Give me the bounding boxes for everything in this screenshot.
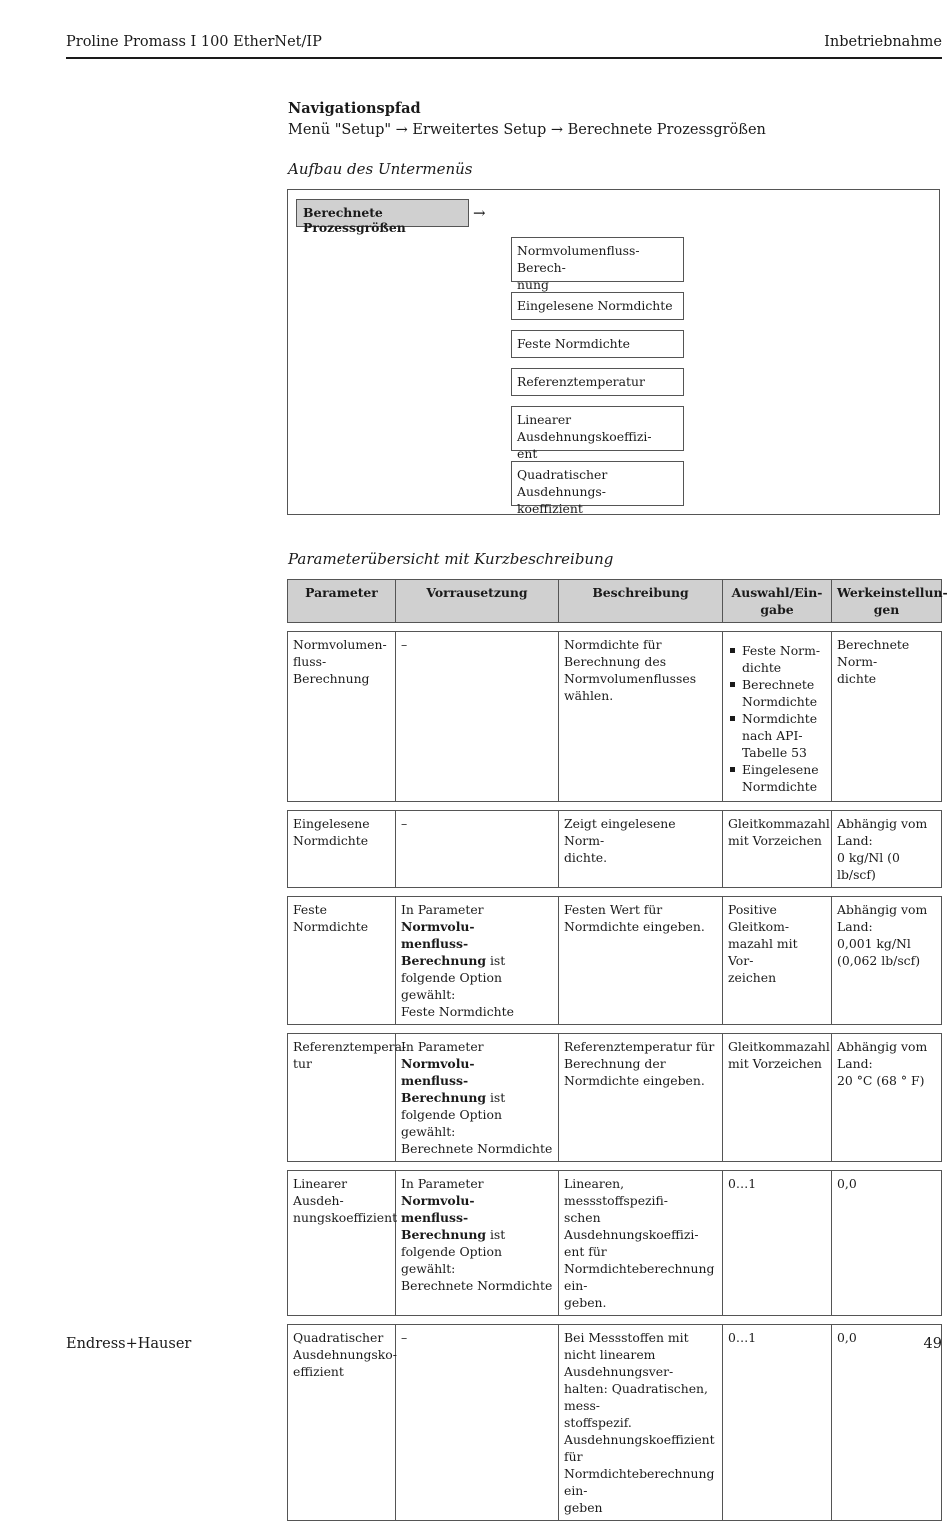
option-item: Berechnete Normdichte xyxy=(728,676,826,710)
option-list xyxy=(728,642,826,795)
table-row xyxy=(287,631,942,802)
column-header: Parameter xyxy=(287,579,396,623)
submenu-root-box: Berechnete Prozessgrößen xyxy=(296,199,469,227)
condition-parameter: Normvolu- menfluss-Berechnung xyxy=(401,1056,487,1105)
option-item: Eingelesene Normdichte xyxy=(728,761,826,795)
condition-prefix: In Parameter xyxy=(401,902,484,917)
condition-parameter: Normvolu- menfluss-Berechnung xyxy=(401,1193,487,1242)
cell-default: Berechnete Norm- dichte xyxy=(832,631,942,802)
submenu-item: Eingelesene Normdichte xyxy=(511,292,684,320)
condition-suffix: ist folgende Option gewählt: xyxy=(401,953,506,1002)
table-row xyxy=(287,1324,942,1521)
cell-input: 0…1 xyxy=(723,1170,832,1316)
table-row xyxy=(287,810,942,888)
condition-option: Berechnete Normdichte xyxy=(401,1141,553,1156)
header-rule xyxy=(66,57,942,59)
cell-parameter: Eingelesene Normdichte xyxy=(287,810,396,888)
cell-input: Gleitkommazahl mit Vorzeichen xyxy=(723,1033,832,1162)
table-header-row xyxy=(287,579,942,623)
cell-input: Positive Gleitkom- mazahl mit Vor- zeichen xyxy=(723,896,832,1025)
column-header: Vorrausetzung xyxy=(396,579,559,623)
running-header-section: Inbetriebnahme xyxy=(824,34,942,50)
cell-condition xyxy=(396,1170,559,1316)
column-header: Auswahl/Ein- gabe xyxy=(723,579,832,623)
cell-parameter: Quadratischer Ausdehnungsko- effizient xyxy=(287,1324,396,1521)
cell-condition xyxy=(396,896,559,1025)
cell-description: Zeigt eingelesene Norm- dichte. xyxy=(559,810,723,888)
option-item: Normdichte nach API- Tabelle 53 xyxy=(728,710,826,761)
navigation-path: Menü "Setup" → Erweitertes Setup → Berechnete Prozessgrößen xyxy=(288,122,766,138)
condition-option: Feste Normdichte xyxy=(401,1004,514,1019)
column-header: Beschreibung xyxy=(559,579,723,623)
cell-parameter: Normvolumen- fluss-Berechnung xyxy=(287,631,396,802)
cell-input: Gleitkommazahl mit Vorzeichen xyxy=(723,810,832,888)
params-heading: Parameterübersicht mit Kurzbeschreibung xyxy=(288,550,614,568)
submenu-item: Feste Normdichte xyxy=(511,330,684,358)
cell-description: Linearen, messstoffspezifi- schen Ausdehnungskoeffizi- ent für Normdichteberechnung ein- geben. xyxy=(559,1170,723,1316)
submenu-item: Referenztemperatur xyxy=(511,368,684,396)
cell-input: 0…1 xyxy=(723,1324,832,1521)
table-row xyxy=(287,1033,942,1162)
submenu-item: Linearer Ausdehnungskoeffizi- ent xyxy=(511,406,684,451)
cell-description: Referenztemperatur für Berechnung der Normdichte eingeben. xyxy=(559,1033,723,1162)
cell-default: 0,0 xyxy=(832,1170,942,1316)
condition-suffix: ist folgende Option gewählt: xyxy=(401,1227,506,1276)
table-row xyxy=(287,1170,942,1316)
cell-condition xyxy=(396,1033,559,1162)
cell-condition: – xyxy=(396,631,559,802)
cell-parameter: Linearer Ausdeh- nungskoeffizient xyxy=(287,1170,396,1316)
submenu-arrow: → xyxy=(473,204,486,222)
cell-default: Abhängig vom Land: 20 °C (68 ° F) xyxy=(832,1033,942,1162)
cell-condition: – xyxy=(396,1324,559,1521)
condition-option: Berechnete Normdichte xyxy=(401,1278,553,1293)
footer-company: Endress+Hauser xyxy=(66,1336,192,1352)
cell-default: 0,0 xyxy=(832,1324,942,1521)
submenu-item: Normvolumenfluss-Berech- nung xyxy=(511,237,684,282)
condition-prefix: In Parameter xyxy=(401,1039,484,1054)
column-header: Werkeinstellun- gen xyxy=(832,579,942,623)
cell-options xyxy=(723,631,832,802)
cell-description: Normdichte für Berechnung des Normvolumenflusses wählen. xyxy=(559,631,723,802)
submenu-item: Quadratischer Ausdehnungs- koeffizient xyxy=(511,461,684,506)
cell-default: Abhängig vom Land: 0 kg/Nl (0 lb/scf) xyxy=(832,810,942,888)
cell-default: Abhängig vom Land: 0,001 kg/Nl (0,062 lb/scf) xyxy=(832,896,942,1025)
page-number: 49 xyxy=(923,1336,942,1352)
submenu-heading: Aufbau des Untermenüs xyxy=(288,160,473,178)
cell-description: Bei Messstoffen mit nicht linearem Ausdehnungsver- halten: Quadratischen, mess- stoffspezif. Ausdehnungskoeffizient für Normdichteberechnung ein- geben xyxy=(559,1324,723,1521)
table-row xyxy=(287,896,942,1025)
parameter-table xyxy=(287,579,948,1521)
cell-condition: – xyxy=(396,810,559,888)
option-item: Feste Norm- dichte xyxy=(728,642,826,676)
navigation-title: Navigationspfad xyxy=(288,100,421,117)
condition-parameter: Normvolu- menfluss-Berechnung xyxy=(401,919,487,968)
condition-suffix: ist folgende Option gewählt: xyxy=(401,1090,506,1139)
cell-parameter: Referenztempera- tur xyxy=(287,1033,396,1162)
condition-prefix: In Parameter xyxy=(401,1176,484,1191)
cell-parameter: Feste Normdichte xyxy=(287,896,396,1025)
running-header-title: Proline Promass I 100 EtherNet/IP xyxy=(66,34,322,50)
cell-description: Festen Wert für Normdichte eingeben. xyxy=(559,896,723,1025)
